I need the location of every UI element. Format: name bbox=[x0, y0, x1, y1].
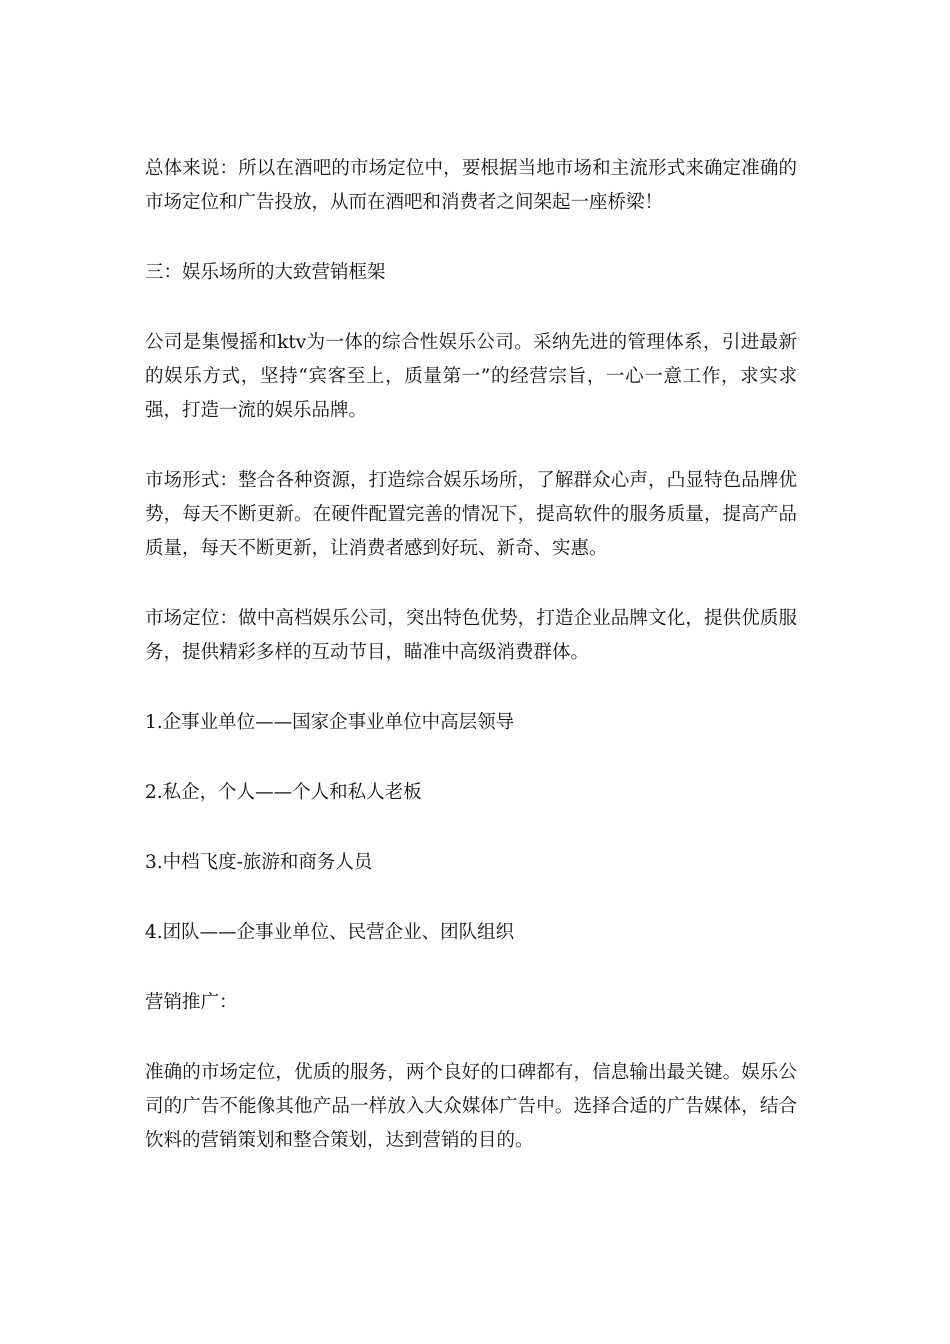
paragraph-company-intro: 公司是集慢摇和ktv为一体的综合性娱乐公司。采纳先进的管理体系，引进最新的娱乐方式，坚持“宾客至上，质量第一”的经营宗旨，一心一意工作，求实求强，打造一流的娱乐品牌。 bbox=[145, 332, 797, 421]
paragraph-summary: 总体来说：所以在酒吧的市场定位中，要根据当地市场和主流形式来确定准确的市场定位和广告投放，从而在酒吧和消费者之间架起一座桥梁！ bbox=[145, 158, 797, 213]
paragraph-promotion: 准确的市场定位，优质的服务，两个良好的口碑都有，信息输出最关键。娱乐公司的广告不能像其他产品一样放入大众媒体广告中。选择合适的广告媒体，结合饮料的营销策划和整合策划，达到营销的目的。 bbox=[145, 1062, 797, 1151]
paragraph-market-positioning: 市场定位：做中高档娱乐公司，突出特色优势，打造企业品牌文化，提供优质服务，提供精彩多样的互动节目，瞄准中高级消费群体。 bbox=[145, 608, 797, 663]
section-heading-marketing-framework: 三：娱乐场所的大致营销框架 bbox=[145, 262, 386, 283]
document-body bbox=[145, 152, 797, 1194]
list-item-enterprises: 1.企事业单位——国家企事业单位中高层领导 bbox=[145, 712, 515, 733]
list-item-private: 2.私企，个人——个人和私人老板 bbox=[145, 782, 422, 803]
list-item-teams: 4.团队——企事业单位、民营企业、团队组织 bbox=[145, 922, 515, 943]
list-item-travel-business: 3.中档飞度-旅游和商务人员 bbox=[145, 852, 373, 873]
section-heading-promotion: 营销推广： bbox=[145, 992, 238, 1013]
paragraph-market-form: 市场形式：整合各种资源，打造综合娱乐场所，了解群众心声，凸显特色品牌优势，每天不断更新。在硬件配置完善的情况下，提高软件的服务质量，提高产品质量，每天不断更新，让消费者感到好玩、新奇、实惠。 bbox=[145, 470, 797, 559]
